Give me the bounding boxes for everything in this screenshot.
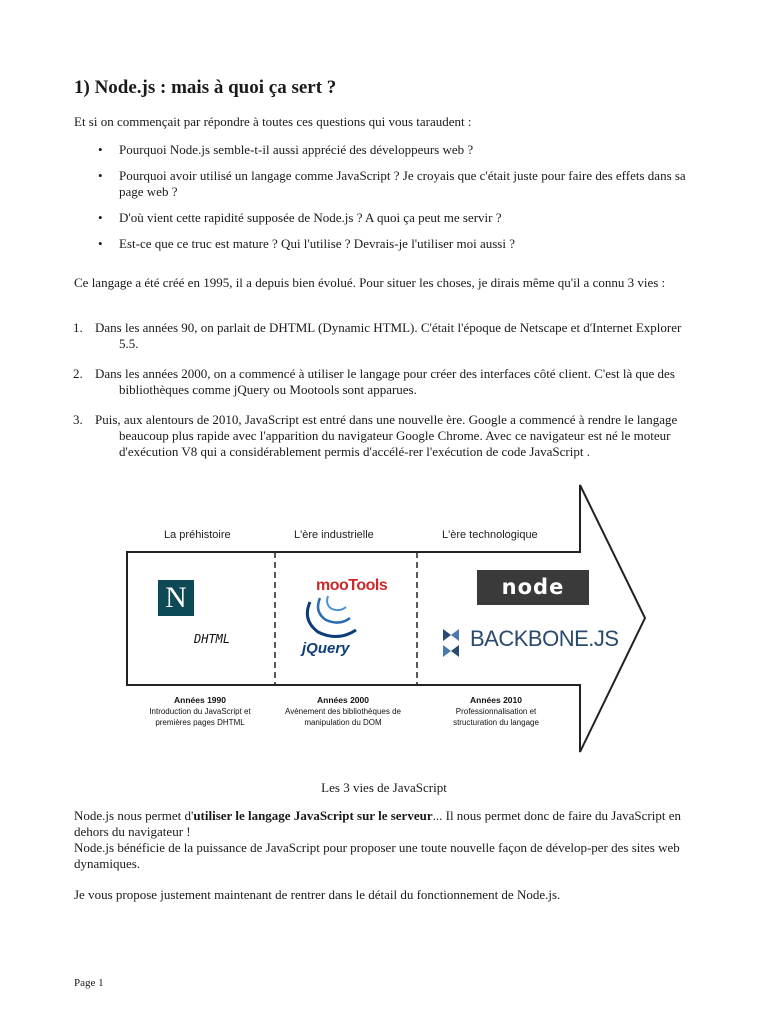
figure-caption: Les 3 vies de JavaScript bbox=[321, 780, 447, 795]
lives-list bbox=[74, 320, 694, 474]
era-description: premières pages DHTML bbox=[155, 718, 245, 727]
backbone-logo: BACKBONE.JS bbox=[470, 626, 619, 651]
list-item bbox=[74, 412, 694, 460]
three-lives-intro: Ce langage a été créé en 1995, il a depuis bien évolué. Pour situer les choses, je dirais même qu'il a connu 3 vies : bbox=[74, 275, 666, 290]
questions-list bbox=[74, 142, 694, 262]
list-number: 3. bbox=[73, 412, 83, 427]
mootools-logo: mooTools bbox=[316, 577, 388, 594]
list-number: 1. bbox=[73, 320, 83, 335]
list-item: • Est-ce que ce truc est mature ? Qui l'utilise ? Devrais-je l'utiliser moi aussi ? bbox=[74, 236, 694, 252]
javascript-eras-diagram bbox=[120, 480, 652, 760]
list-item bbox=[74, 320, 694, 352]
closing-text: Je vous propose justement maintenant de rentrer dans le détail du fonctionnement de Node.js. bbox=[74, 887, 561, 902]
list-item-text: Puis, aux alentours de 2010, JavaScript est entré dans une nouvelle ère. Google a commencé à rendre le langage beaucoup plus rapide avec l'apparition du navigateur Google Chrome. Avec ce navigateur est né le moteur d'exécution V8 qui a considérablement permis d'accélé-rer l'exécution de code JavaScript . bbox=[95, 412, 678, 459]
list-item-text: Dans les années 2000, on a commencé à utiliser le langage pour créer des interfaces côté client. C'est là que des bibliothèques comme jQuery ou Mootools sont apparues. bbox=[95, 366, 675, 397]
text-segment: Node.js nous permet d' bbox=[74, 808, 194, 823]
era-caption-2000 bbox=[273, 695, 413, 728]
era-description: manipulation du DOM bbox=[304, 718, 382, 727]
jquery-logo: jQuery bbox=[302, 640, 350, 657]
dhtml-label: DHTML bbox=[194, 632, 231, 646]
era-year: Années 2010 bbox=[470, 695, 522, 705]
page-number: Page 1 bbox=[74, 977, 104, 989]
text-segment: Node.js bénéficie de la puissance de JavaScript pour proposer une toute nouvelle façon de dévelop-per des sites web dynamiques. bbox=[74, 840, 680, 871]
nodejs-logo: node bbox=[477, 570, 589, 605]
era-title-technological: L'ère technologique bbox=[442, 529, 538, 541]
bold-text: utiliser le langage JavaScript sur le serveur bbox=[193, 808, 433, 823]
era-year: Années 2000 bbox=[317, 695, 369, 705]
page-title: 1) Node.js : mais à quoi ça sert ? bbox=[74, 77, 337, 98]
era-description: structuration du langage bbox=[453, 718, 539, 727]
era-description: Avènement des bibliothèques de bbox=[285, 707, 401, 716]
era-description: Professionnalisation et bbox=[455, 707, 537, 716]
list-item: • D'où vient cette rapidité supposée de Node.js ? A quoi ça peut me servir ? bbox=[74, 210, 694, 226]
list-item: • Pourquoi avoir utilisé un langage comme JavaScript ? Je croyais que c'était juste pour faire des effets dans sa page web ? bbox=[74, 168, 694, 200]
era-caption-2010 bbox=[426, 695, 566, 728]
era-title-industrial: L'ère industrielle bbox=[294, 529, 374, 541]
era-description: Introduction du JavaScript et bbox=[149, 707, 251, 716]
list-number: 2. bbox=[73, 366, 83, 381]
list-item: • Pourquoi Node.js semble-t-il aussi apprécié des développeurs web ? bbox=[74, 142, 694, 158]
text-segment: ... Il nous permet donc de faire du JavaScript en dehors du navigateur ! bbox=[74, 808, 681, 839]
list-item-text: Dans les années 90, on parlait de DHTML (Dynamic HTML). C'était l'époque de Netscape et d'Internet Explorer 5.5. bbox=[95, 320, 682, 351]
era-year: Années 1990 bbox=[174, 695, 226, 705]
netscape-logo: N bbox=[158, 580, 194, 616]
era-title-prehistory: La préhistoire bbox=[164, 529, 231, 541]
intro-text: Et si on commençait par répondre à toutes ces questions qui vous taraudent : bbox=[74, 114, 472, 129]
list-item bbox=[74, 366, 694, 398]
nodejs-explanation bbox=[74, 808, 694, 872]
era-caption-1990 bbox=[130, 695, 270, 728]
